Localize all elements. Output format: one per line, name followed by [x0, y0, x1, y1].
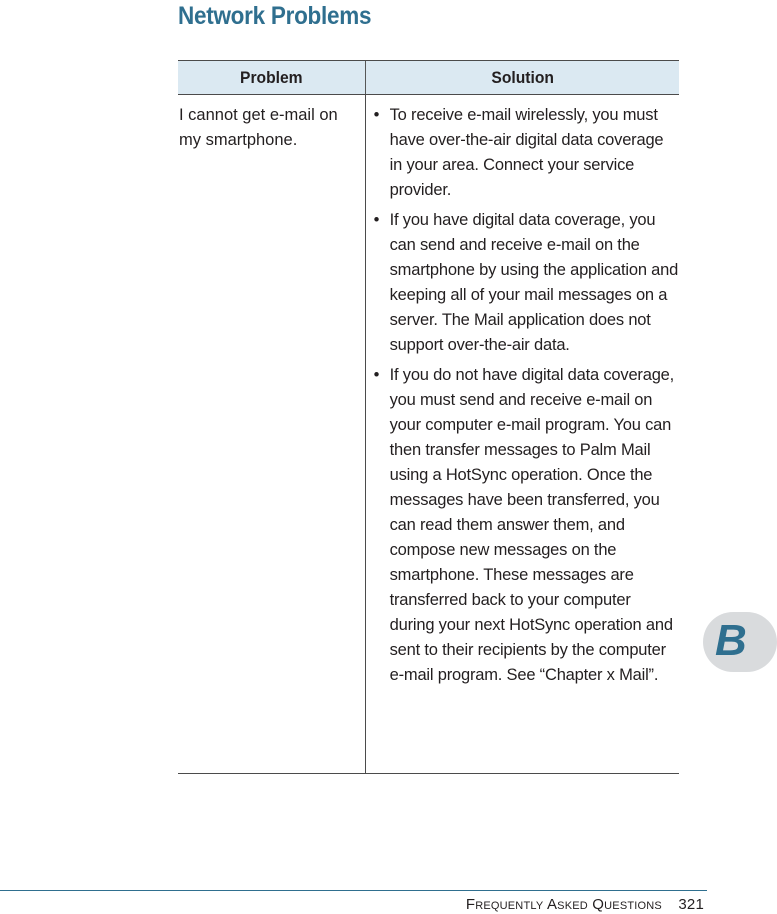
- solution-bullet: [374, 208, 679, 358]
- solution-text: If you have digital data coverage, you can send and receive e-mail on the smartphone by using the application and keeping all of your mail messages on a server. The Mail application does not support over-the-air data.: [389, 211, 679, 354]
- bullet-marker: •: [373, 106, 380, 124]
- footer-section-title: Frequently Asked Questions: [465, 896, 662, 913]
- column-divider: [365, 61, 366, 94]
- faq-table: [178, 60, 679, 774]
- table-row: [178, 95, 679, 774]
- solution-text: To receive e-mail wirelessly, you must have over-the-air digital data coverage in your area. Connect your service provider.: [389, 106, 664, 199]
- bullet-marker: •: [373, 211, 380, 229]
- problem-cell: I cannot get e-mail on my smartphone.: [179, 106, 338, 149]
- appendix-tab: [703, 612, 777, 672]
- appendix-tab-letter: B: [715, 616, 747, 665]
- solution-bullet: [374, 103, 679, 203]
- page-number: 321: [678, 896, 704, 913]
- footer-rule: [0, 890, 707, 891]
- solution-cell: [366, 95, 679, 773]
- page-title: Network Problems: [178, 2, 372, 30]
- column-header-solution: Solution: [491, 68, 554, 87]
- page-footer: [466, 896, 704, 913]
- bullet-marker: •: [373, 366, 380, 384]
- solution-bullet: [374, 363, 679, 688]
- column-header-problem: Problem: [240, 68, 303, 87]
- solution-text: If you do not have digital data coverage, you must send and receive e-mail on your computer e-mail program. You can then transfer messages to Palm Mail using a HotSync operation. Once the messages have been transferred, you can read them answer them, and compose new messages on the smartphone. These messages are transferred back to your computer during your next HotSync operation and sent to their recipients by the computer e-mail program. See “Chapter x Mail”.: [389, 366, 675, 684]
- table-header-row: [178, 60, 679, 95]
